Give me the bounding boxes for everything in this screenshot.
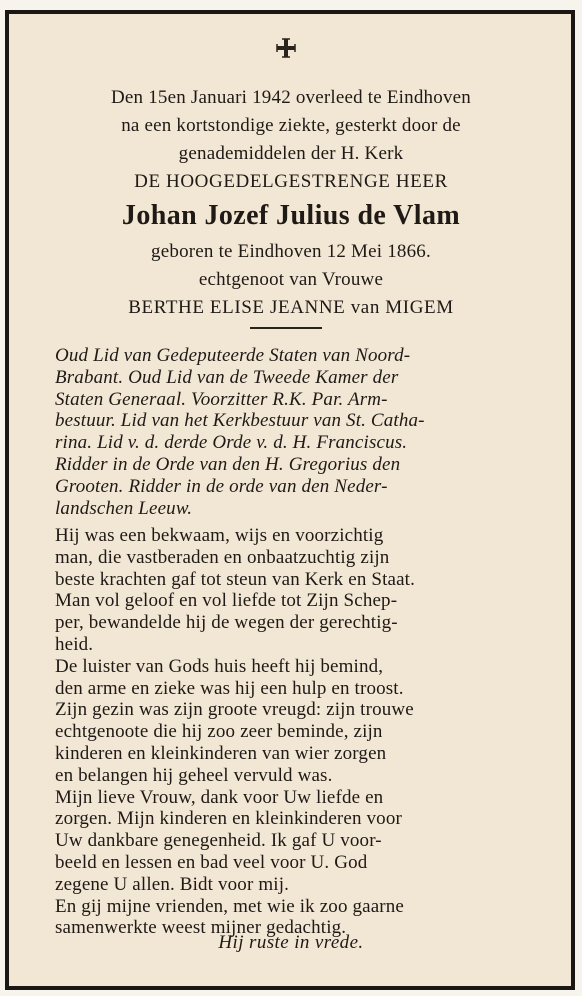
eulogy-line: man, die vastberaden en onbaatzuchtig zijn bbox=[55, 546, 390, 568]
eulogy-line: echtgenoote die hij zoo zeer beminde, zijn bbox=[55, 721, 383, 743]
eulogy-line: Zijn gezin was zijn groote vreugd: zijn trouwe bbox=[55, 699, 414, 721]
bio-line: landschen Leeuw. bbox=[55, 497, 193, 519]
header-line-3: genademiddelen der H. Kerk bbox=[178, 143, 404, 164]
eulogy-line: Hij was een bekwaam, wijs en voorzichtig bbox=[55, 525, 384, 546]
eulogy-line: heid. bbox=[55, 633, 94, 655]
eulogy-line: zegene U allen. Bidt voor mij. bbox=[55, 873, 290, 895]
eulogy bbox=[55, 525, 549, 939]
bio-line: Staten Generaal. Voorzitter R.K. Par. Arm- bbox=[55, 388, 388, 410]
eulogy-line: en belangen hij geheel vervuld was. bbox=[55, 764, 333, 786]
eulogy-line: per, bewandelde hij de wegen der gerechtig- bbox=[55, 612, 398, 634]
header-line-2: na een kortstondige ziekte, gesterkt door de bbox=[121, 115, 461, 136]
header-title: DE HOOGEDELGESTRENGE HEER bbox=[134, 171, 448, 192]
bio-line: Oud Lid van Gedeputeerde Staten van Noord- bbox=[55, 345, 411, 366]
birth-line: geboren te Eindhoven 12 Mei 1866. bbox=[151, 241, 431, 262]
bio-line: Grooten. Ridder in de orde van den Neder- bbox=[55, 475, 388, 497]
cross-icon bbox=[276, 38, 296, 58]
eulogy-line: Uw dankbare genegenheid. Ik gaf U voor- bbox=[55, 830, 382, 852]
spouse-name: BERTHE ELISE JEANNE van MIGEM bbox=[128, 297, 454, 318]
eulogy-line: Man vol geloof en vol liefde tot Zijn Schep- bbox=[55, 590, 398, 612]
bio-line: rina. Lid v. d. derde Orde v. d. H. Franciscus. bbox=[55, 432, 408, 454]
eulogy-line: samenwerkte weest mijner gedachtig. bbox=[55, 917, 347, 939]
bio-line: Brabant. Oud Lid van de Tweede Kamer der bbox=[55, 366, 399, 388]
deceased-name: Johan Jozef Julius de Vlam bbox=[121, 200, 461, 231]
closing-prayer: Hij ruste in vrede. bbox=[218, 932, 364, 953]
eulogy-line: En gij mijne vrienden, met wie ik zoo gaarne bbox=[55, 895, 405, 917]
eulogy-line: Mijn lieve Vrouw, dank voor Uw liefde en bbox=[55, 786, 384, 808]
bio-line: Ridder in de Orde van den H. Gregorius den bbox=[55, 453, 401, 475]
bio-line: bestuur. Lid van het Kerkbestuur van St. Catha- bbox=[55, 410, 425, 432]
eulogy-line: den arme en zieke was hij een hulp en troost. bbox=[55, 677, 404, 699]
eulogy-line: zorgen. Mijn kinderen en kleinkinderen voor bbox=[55, 808, 402, 830]
eulogy-line: kinderen en kleinkinderen van wier zorgen bbox=[55, 742, 387, 764]
header-line-1: Den 15en Januari 1942 overleed te Eindhoven bbox=[111, 87, 471, 108]
divider bbox=[250, 327, 322, 329]
eulogy-line: beste krachten gaf tot steun van Kerk en Staat. bbox=[55, 568, 416, 590]
eulogy-line: beeld en lessen en bad veel voor U. God bbox=[55, 851, 368, 873]
spouse-intro: echtgenoot van Vrouwe bbox=[198, 269, 384, 290]
biography bbox=[55, 345, 549, 519]
eulogy-line: De luister van Gods huis heeft hij bemind, bbox=[55, 655, 384, 677]
